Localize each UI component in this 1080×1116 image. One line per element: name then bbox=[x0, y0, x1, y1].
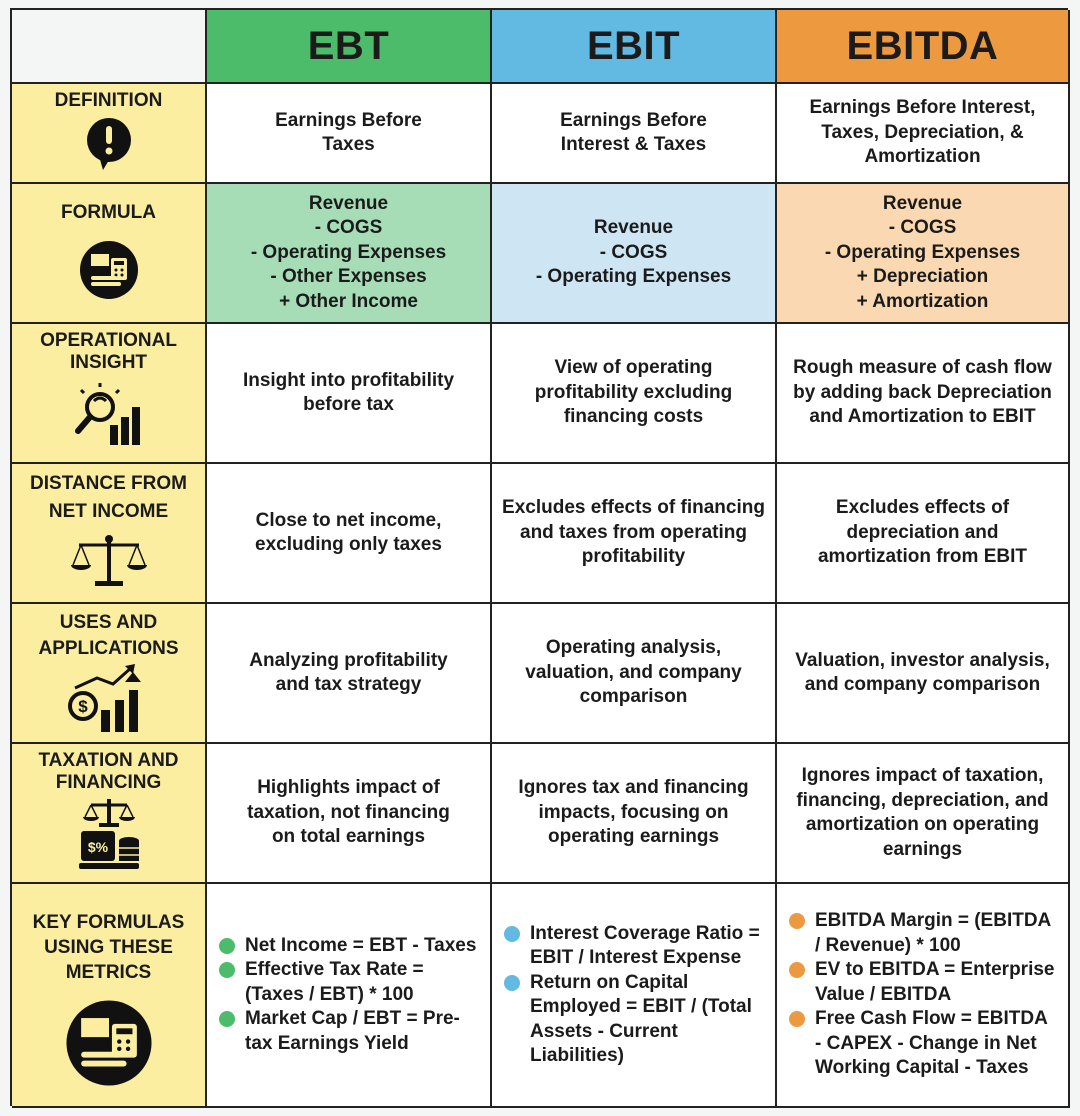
formula-ebt bbox=[207, 184, 492, 324]
bullet-dot-icon bbox=[219, 938, 235, 954]
formula-text: Effective Tax Rate = (Taxes / EBT) * 100 bbox=[245, 959, 424, 1005]
row-label-text: FORMULA bbox=[61, 202, 156, 223]
row-label-text: OPERATIONAL INSIGHT bbox=[40, 330, 177, 373]
row-label-taxation bbox=[12, 744, 207, 884]
uses-ebt: Analyzing profitability and tax strategy bbox=[207, 604, 492, 744]
insight-ebit: View of operating profitability excluding financing costs bbox=[492, 324, 777, 464]
comparison-table bbox=[10, 8, 1068, 1106]
list-item bbox=[789, 958, 1056, 1007]
calculator-cash-icon bbox=[79, 240, 139, 300]
list-item bbox=[219, 958, 478, 1007]
distance-ebt: Close to net income, excluding only taxes bbox=[207, 464, 492, 604]
key-formulas-ebitda bbox=[777, 884, 1070, 1108]
formula-line: - Other Expenses bbox=[270, 266, 427, 288]
formula-line: - Operating Expenses bbox=[250, 241, 447, 263]
formula-line: Revenue bbox=[593, 217, 674, 239]
list-item bbox=[504, 971, 763, 1069]
tax-finance-icon bbox=[77, 797, 141, 873]
svg-text:$: $ bbox=[77, 697, 88, 716]
header-ebt: EBT bbox=[207, 10, 492, 84]
taxation-ebitda: Ignores impact of taxation, financing, depreciation, and amortization on operating earnings bbox=[777, 744, 1070, 884]
balance-scale-icon bbox=[69, 533, 149, 589]
formula-line: Revenue bbox=[308, 192, 389, 214]
list-item bbox=[219, 1007, 478, 1056]
exclamation-bubble-icon bbox=[83, 116, 135, 172]
formula-text: Return on Capital Employed = EBIT / (Total Assets - Current Liabilities) bbox=[530, 971, 752, 1066]
uses-ebit: Operating analysis, valuation, and company comparison bbox=[492, 604, 777, 744]
insight-ebt: Insight into profitability before tax bbox=[207, 324, 492, 464]
taxation-ebt: Highlights impact of taxation, not financing on total earnings bbox=[207, 744, 492, 884]
calculator-cash-icon bbox=[65, 999, 153, 1087]
formula-text: EV to EBITDA = Enterprise Value / EBITDA bbox=[815, 959, 1055, 1005]
formula-ebitda bbox=[777, 184, 1070, 324]
growth-chart-coin-icon bbox=[67, 664, 151, 734]
uses-ebitda: Valuation, investor analysis, and company comparison bbox=[777, 604, 1070, 744]
lightbulb-chart-icon bbox=[74, 383, 144, 447]
formula-line: Revenue bbox=[882, 192, 963, 214]
formula-line: - COGS bbox=[888, 217, 957, 239]
bullet-dot-icon bbox=[504, 975, 520, 991]
row-label-distance bbox=[12, 464, 207, 604]
formula-text: Free Cash Flow = EBITDA - CAPEX - Change in Net Working Capital - Taxes bbox=[815, 1008, 1048, 1079]
row-label-text: KEY FORMULAS USING THESE METRICS bbox=[32, 912, 185, 983]
row-label-text: TAXATION AND FINANCING bbox=[38, 750, 179, 793]
header-ebitda: EBITDA bbox=[777, 10, 1070, 84]
row-label-key-formulas bbox=[12, 884, 207, 1108]
svg-text:$%: $% bbox=[87, 839, 108, 855]
formula-text: Market Cap / EBT = Pre-tax Earnings Yield bbox=[245, 1008, 460, 1054]
insight-ebitda: Rough measure of cash flow by adding back Depreciation and Amortization to EBIT bbox=[777, 324, 1070, 464]
bullet-dot-icon bbox=[219, 962, 235, 978]
taxation-ebit: Ignores tax and financing impacts, focusing on operating earnings bbox=[492, 744, 777, 884]
definition-ebitda: Earnings Before Interest, Taxes, Depreciation, & Amortization bbox=[777, 84, 1070, 184]
list-item bbox=[789, 1007, 1056, 1081]
formula-line: - Operating Expenses bbox=[535, 266, 732, 288]
distance-ebitda: Excludes effects of depreciation and amortization from EBIT bbox=[777, 464, 1070, 604]
formula-line: + Amortization bbox=[856, 290, 989, 312]
formula-text: Net Income = EBT - Taxes bbox=[245, 934, 477, 956]
list-item bbox=[504, 922, 763, 971]
table-corner bbox=[12, 10, 207, 84]
formula-line: - COGS bbox=[314, 217, 383, 239]
row-label-definition bbox=[12, 84, 207, 184]
definition-ebit: Earnings Before Interest & Taxes bbox=[492, 84, 777, 184]
row-label-operational-insight bbox=[12, 324, 207, 464]
distance-ebit: Excludes effects of financing and taxes from operating profitability bbox=[492, 464, 777, 604]
formula-line: - Operating Expenses bbox=[824, 241, 1021, 263]
row-label-text: USES AND APPLICATIONS bbox=[38, 612, 179, 659]
row-label-text: DEFINITION bbox=[54, 90, 163, 111]
list-item bbox=[789, 909, 1056, 958]
header-ebit: EBIT bbox=[492, 10, 777, 84]
formula-ebit bbox=[492, 184, 777, 324]
row-label-uses bbox=[12, 604, 207, 744]
bullet-dot-icon bbox=[219, 1011, 235, 1027]
row-label-text: DISTANCE FROM NET INCOME bbox=[30, 473, 187, 522]
formula-text: Interest Coverage Ratio = EBIT / Interest Expense bbox=[530, 922, 760, 968]
bullet-dot-icon bbox=[789, 1011, 805, 1027]
formula-line: - COGS bbox=[599, 241, 668, 263]
definition-ebt: Earnings Before Taxes bbox=[207, 84, 492, 184]
list-item bbox=[219, 934, 476, 959]
bullet-dot-icon bbox=[789, 962, 805, 978]
key-formulas-ebt bbox=[207, 884, 492, 1108]
row-label-formula bbox=[12, 184, 207, 324]
formula-line: + Other Income bbox=[279, 290, 418, 312]
bullet-dot-icon bbox=[504, 926, 520, 942]
formula-line: + Depreciation bbox=[856, 266, 989, 288]
formula-text: EBITDA Margin = (EBITDA / Revenue) * 100 bbox=[815, 910, 1051, 956]
key-formulas-ebit bbox=[492, 884, 777, 1108]
bullet-dot-icon bbox=[789, 913, 805, 929]
